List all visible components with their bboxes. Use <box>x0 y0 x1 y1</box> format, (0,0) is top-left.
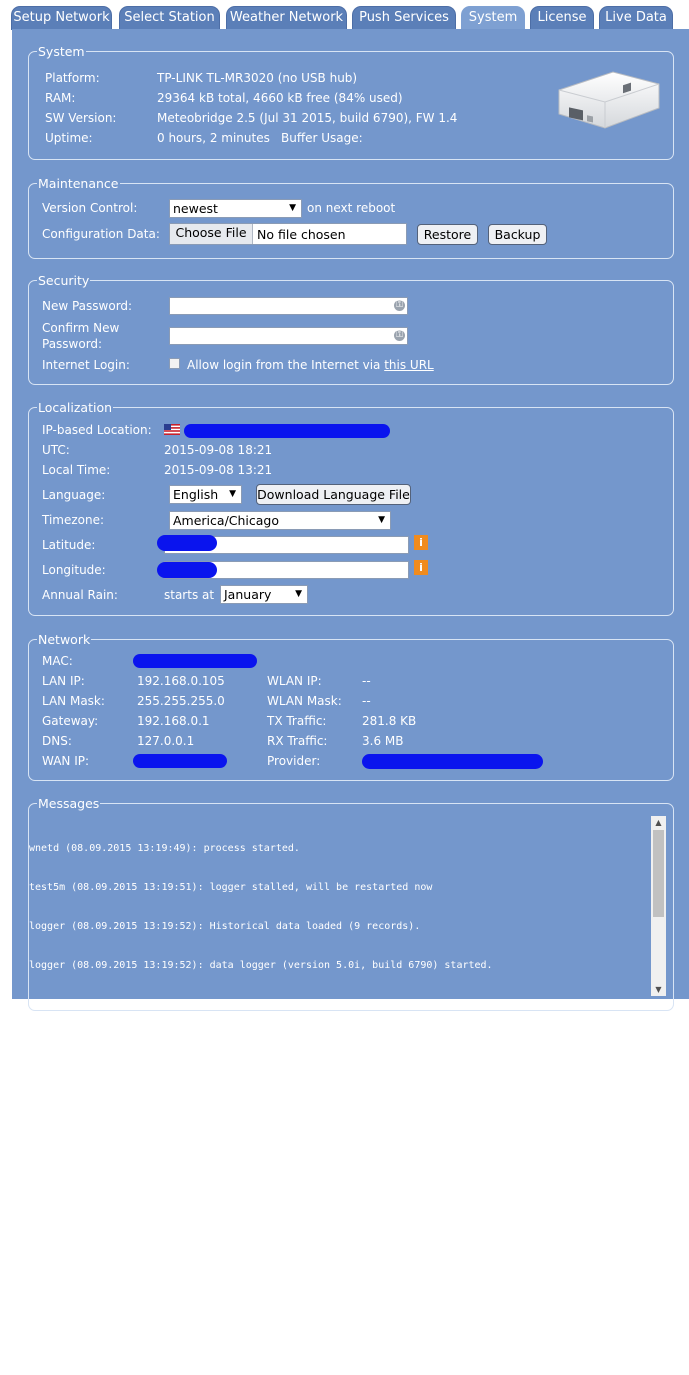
allow-internet-login-checkbox[interactable] <box>169 358 180 369</box>
tab-system[interactable]: System <box>461 6 525 30</box>
redacted-longitude <box>157 562 217 578</box>
lan-mask-label: LAN Mask: <box>42 694 105 708</box>
rx-traffic-label: RX Traffic: <box>267 734 328 748</box>
version-control-label: Version Control: <box>42 201 138 215</box>
dropdown-arrow-icon: ▼ <box>295 589 302 599</box>
backup-button[interactable]: Backup <box>488 224 547 245</box>
redacted-latitude <box>157 535 217 551</box>
dns-label: DNS: <box>42 734 72 748</box>
allow-login-text <box>187 358 434 372</box>
wlan-ip-label: WLAN IP: <box>267 674 322 688</box>
version-suffix: on next reboot <box>307 201 396 215</box>
log-line: logger (08.09.2015 13:20:58): Bad th0(0) sensor data, "dew point x10" (2005050288) out of range <box>29 1311 601 1322</box>
new-password-field[interactable] <box>169 297 408 315</box>
redacted-provider <box>362 754 543 769</box>
log-line: logger (08.09.2015 13:20:55): persistent data erased. <box>29 1038 349 1049</box>
latitude-info-icon[interactable]: i <box>414 535 428 550</box>
platform-label: Platform: <box>45 71 100 85</box>
allow-login-label: Allow login from the Internet via <box>187 358 385 372</box>
timezone-value: America/Chicago <box>173 513 280 528</box>
gateway-label: Gateway: <box>42 714 99 728</box>
tab-license[interactable]: License <box>530 6 594 30</box>
restore-button[interactable]: Restore <box>417 224 478 245</box>
log-line: logger (08.09.2015 13:19:52): Historical data loaded (9 records). <box>29 921 421 932</box>
maintenance-legend: Maintenance <box>38 176 119 191</box>
tab-bar <box>0 0 689 30</box>
log-line: logger (08.09.2015 13:19:52): connect station 0 (RainWise CC-3000 via USB serial). <box>29 999 523 1010</box>
dropdown-arrow-icon: ▼ <box>229 489 236 499</box>
ram-value: 29364 kB total, 4660 kB free (84% used) <box>157 91 403 105</box>
platform-value: TP-LINK TL-MR3020 (no USB hub) <box>157 71 358 85</box>
choose-file-button[interactable]: Choose File <box>170 224 253 244</box>
utc-value: 2015-09-08 18:21 <box>164 443 273 457</box>
scroll-up-arrow-icon[interactable]: ▲ <box>655 818 662 827</box>
new-password-label: New Password: <box>42 299 133 313</box>
lan-ip-label: LAN IP: <box>42 674 85 688</box>
ram-label: RAM: <box>45 91 76 105</box>
tab-setup-network[interactable]: Setup Network <box>11 6 112 30</box>
tab-push-services[interactable]: Push Services <box>352 6 456 30</box>
lan-mask-value: 255.255.255.0 <box>137 694 225 708</box>
us-flag-icon <box>164 424 180 435</box>
mac-label: MAC: <box>42 654 73 668</box>
log-line: logger (08.09.2015 13:20:56): Bad th0(0) sensor data, "dew point x10" (2005050288) out of range <box>29 1155 601 1166</box>
language-select[interactable] <box>169 485 242 504</box>
ip-location-label: IP-based Location: <box>42 423 152 437</box>
security-legend: Security <box>38 273 90 288</box>
wlan-mask-label: WLAN Mask: <box>267 694 342 708</box>
local-time-label: Local Time: <box>42 463 111 477</box>
sw-version-label: SW Version: <box>45 111 117 125</box>
message-log[interactable] <box>29 816 651 1361</box>
log-line: test5m (08.09.2015 13:19:51): logger stalled, will be restarted now <box>29 882 433 893</box>
uptime-value: 0 hours, 2 minutes <box>157 131 270 145</box>
tab-live-data[interactable]: Live Data <box>599 6 673 30</box>
message-log-scrollbar[interactable] <box>651 816 666 996</box>
system-legend: System <box>38 44 85 59</box>
download-language-button[interactable]: Download Language File <box>256 484 411 505</box>
gateway-value: 192.168.0.1 <box>137 714 210 728</box>
dropdown-arrow-icon: ▼ <box>289 203 296 213</box>
this-url-link[interactable]: this URL <box>384 358 434 372</box>
log-line: logger (08.09.2015 13:20:57): Bad th0(0) sensor data, "dew point x10" (2005050288) out of range <box>29 1233 601 1244</box>
log-line: [-700:1500] <box>29 1350 96 1361</box>
maintenance-section <box>28 176 674 259</box>
log-line: logger (08.09.2015 13:19:52): data logger (version 5.0i, build 6790) started. <box>29 960 493 971</box>
longitude-label: Longitude: <box>42 563 106 577</box>
uptime-label: Uptime: <box>45 131 93 145</box>
version-control-select[interactable] <box>169 199 302 218</box>
confirm-password-label-1: Confirm New <box>42 321 120 335</box>
rain-month-select[interactable] <box>220 585 308 604</box>
tx-traffic-value: 281.8 KB <box>362 714 417 728</box>
redacted-wan-ip <box>133 754 227 768</box>
password-key-icon: ⚿ <box>394 330 405 341</box>
local-time-value: 2015-09-08 13:21 <box>164 463 273 477</box>
wlan-ip-value: -- <box>362 674 371 688</box>
tx-traffic-label: TX Traffic: <box>267 714 327 728</box>
rain-starts-label: starts at <box>164 588 215 602</box>
router-device-image <box>553 68 663 132</box>
log-line: logger (08.09.2015 13:20:55): Bad th0(0) sensor data, "dew point x10" (2005050288) out of range <box>29 1077 601 1088</box>
language-label: Language: <box>42 488 106 502</box>
config-data-label: Configuration Data: <box>42 227 160 241</box>
internet-login-label: Internet Login: <box>42 358 130 372</box>
timezone-select[interactable] <box>169 511 391 530</box>
sw-version-value: Meteobridge 2.5 (Jul 31 2015, build 6790), FW 1.4 <box>157 111 458 125</box>
tab-weather-network[interactable]: Weather Network <box>226 6 347 30</box>
longitude-info-icon[interactable]: i <box>414 560 428 575</box>
no-file-chosen-text: No file chosen <box>257 227 346 242</box>
tab-select-station[interactable]: Select Station <box>119 6 220 30</box>
network-legend: Network <box>38 632 91 647</box>
rain-month-value: January <box>224 587 272 602</box>
utc-label: UTC: <box>42 443 70 457</box>
redacted-mac <box>133 654 257 668</box>
password-key-icon: ⚿ <box>394 300 405 311</box>
log-line: [-700:1500] <box>29 1272 96 1283</box>
dropdown-arrow-icon: ▼ <box>378 515 385 525</box>
wan-ip-label: WAN IP: <box>42 754 90 768</box>
confirm-password-field[interactable] <box>169 327 408 345</box>
timezone-label: Timezone: <box>42 513 105 527</box>
scrollbar-thumb[interactable] <box>653 830 664 917</box>
version-control-value: newest <box>173 201 218 216</box>
latitude-label: Latitude: <box>42 538 96 552</box>
network-section <box>28 632 674 781</box>
redacted-location <box>184 424 390 438</box>
log-line: [-700:1500] <box>29 1116 96 1127</box>
language-value: English <box>173 487 219 502</box>
log-line: [-700:1500] <box>29 1194 96 1205</box>
provider-label: Provider: <box>267 754 321 768</box>
log-line: wnetd (08.09.2015 13:19:49): process started. <box>29 843 300 854</box>
wlan-mask-value: -- <box>362 694 371 708</box>
confirm-password-label-2: Password: <box>42 337 103 351</box>
localization-legend: Localization <box>38 400 113 415</box>
rx-traffic-value: 3.6 MB <box>362 734 404 748</box>
dns-value: 127.0.0.1 <box>137 734 195 748</box>
annual-rain-label: Annual Rain: <box>42 588 118 602</box>
messages-legend: Messages <box>38 796 100 811</box>
lan-ip-value: 192.168.0.105 <box>137 674 225 688</box>
scroll-down-arrow-icon[interactable]: ▼ <box>655 985 662 994</box>
buffer-usage-label: Buffer Usage: <box>281 131 363 145</box>
